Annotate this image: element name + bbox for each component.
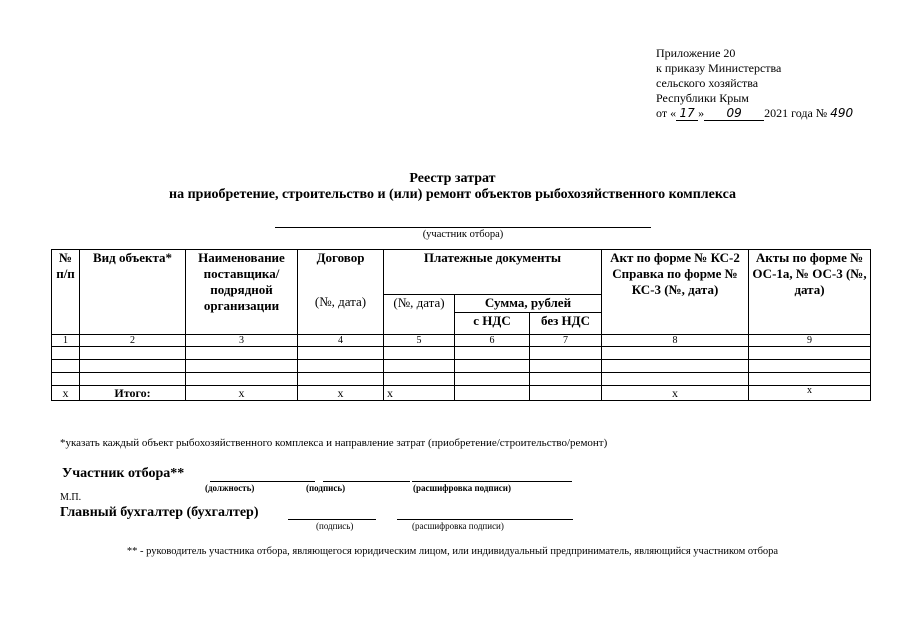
column-number-row [52,335,871,347]
appendix-date-line [656,106,853,121]
stamp-label: М.П. [60,492,82,503]
header-contract-label: Договор [316,250,365,265]
appendix-line: Республики Крым [656,91,749,105]
table-row [52,373,871,386]
signature-caption: (подпись) [306,483,346,493]
header-sum: Сумма, рублей [455,295,602,313]
accountant-signature-label: Главный бухгалтер (бухгалтер) [60,505,259,520]
footnote-objects: *указать каждый объект рыбохозяйственного комплекса и направление затрат (приобретение/строительство/ремонт) [60,437,608,449]
accountant-signature-line [288,519,376,520]
column-number: 2 [80,335,186,347]
appendix-block [656,46,853,121]
total-row [52,386,871,401]
signature-line [323,481,410,482]
column-number: 7 [530,335,602,347]
date-month: 09 [704,107,764,121]
order-number: 490 [830,106,854,120]
date-day: 17 [676,107,698,121]
column-number: 6 [455,335,530,347]
header-act-os: Акты по форме № ОС-1а, № ОС-3 (№, дата) [749,250,871,335]
column-number: 9 [749,335,871,347]
header-act-ks: Акт по форме № КС-2 Справка по форме № КС-3 (№, дата) [602,250,749,335]
header-number: № п/п [52,250,80,335]
decoding-caption: (расшифровка подписи) [413,483,511,493]
header-contract-sub: (№, дата) [314,294,367,309]
date-prefix: от « [656,106,677,120]
accountant-signature-caption: (подпись) [316,521,354,531]
footnote-head: ** - руководитель участника отбора, являющегося юридическим лицом, или индивидуальный предприниматель, являющийся участником отбора [126,546,779,557]
register-table [51,249,871,401]
document-subtitle: на приобретение, строительство и (или) ремонт объектов рыбохозяйственного комплекса [169,187,736,202]
appendix-line: Приложение 20 [656,46,736,60]
column-number: 1 [52,335,80,347]
total-cell: x [749,386,871,401]
header-object-type: Вид объекта* [80,250,186,335]
column-number: 8 [602,335,749,347]
total-cell: x [298,386,384,401]
document-title: Реестр затрат [409,171,496,186]
position-caption: (должность) [205,483,255,493]
date-year: 2021 года № [764,106,828,120]
header-payments: Платежные документы [384,250,602,295]
participant-signature-label: Участник отбора** [62,466,185,481]
header-supplier: Наименование поставщика/ подрядной организации [186,250,298,335]
decoding-line [412,481,572,482]
total-cell: x [186,386,298,401]
appendix-line: к приказу Министерства [656,61,782,75]
header-with-vat: с НДС [455,313,530,335]
date-mid: » [698,106,705,120]
total-cell: x [602,386,749,401]
participant-caption: (участник отбора) [422,229,504,240]
total-cell: x [52,386,80,401]
header-without-vat: без НДС [530,313,602,335]
column-number: 3 [186,335,298,347]
accountant-decoding-line [397,519,573,520]
table-row [52,347,871,360]
table-row [52,360,871,373]
total-cell [530,386,602,401]
appendix-line: сельского хозяйства [656,76,759,90]
header-payment-number: (№, дата) [384,295,455,335]
total-cell: x [384,386,455,401]
accountant-decoding-caption: (расшифровка подписи) [412,521,504,531]
header-contract [298,250,384,335]
total-label: Итого: [80,386,186,401]
participant-line [275,227,651,228]
column-number: 5 [384,335,455,347]
total-cell [455,386,530,401]
column-number: 4 [298,335,384,347]
position-line [210,481,315,482]
